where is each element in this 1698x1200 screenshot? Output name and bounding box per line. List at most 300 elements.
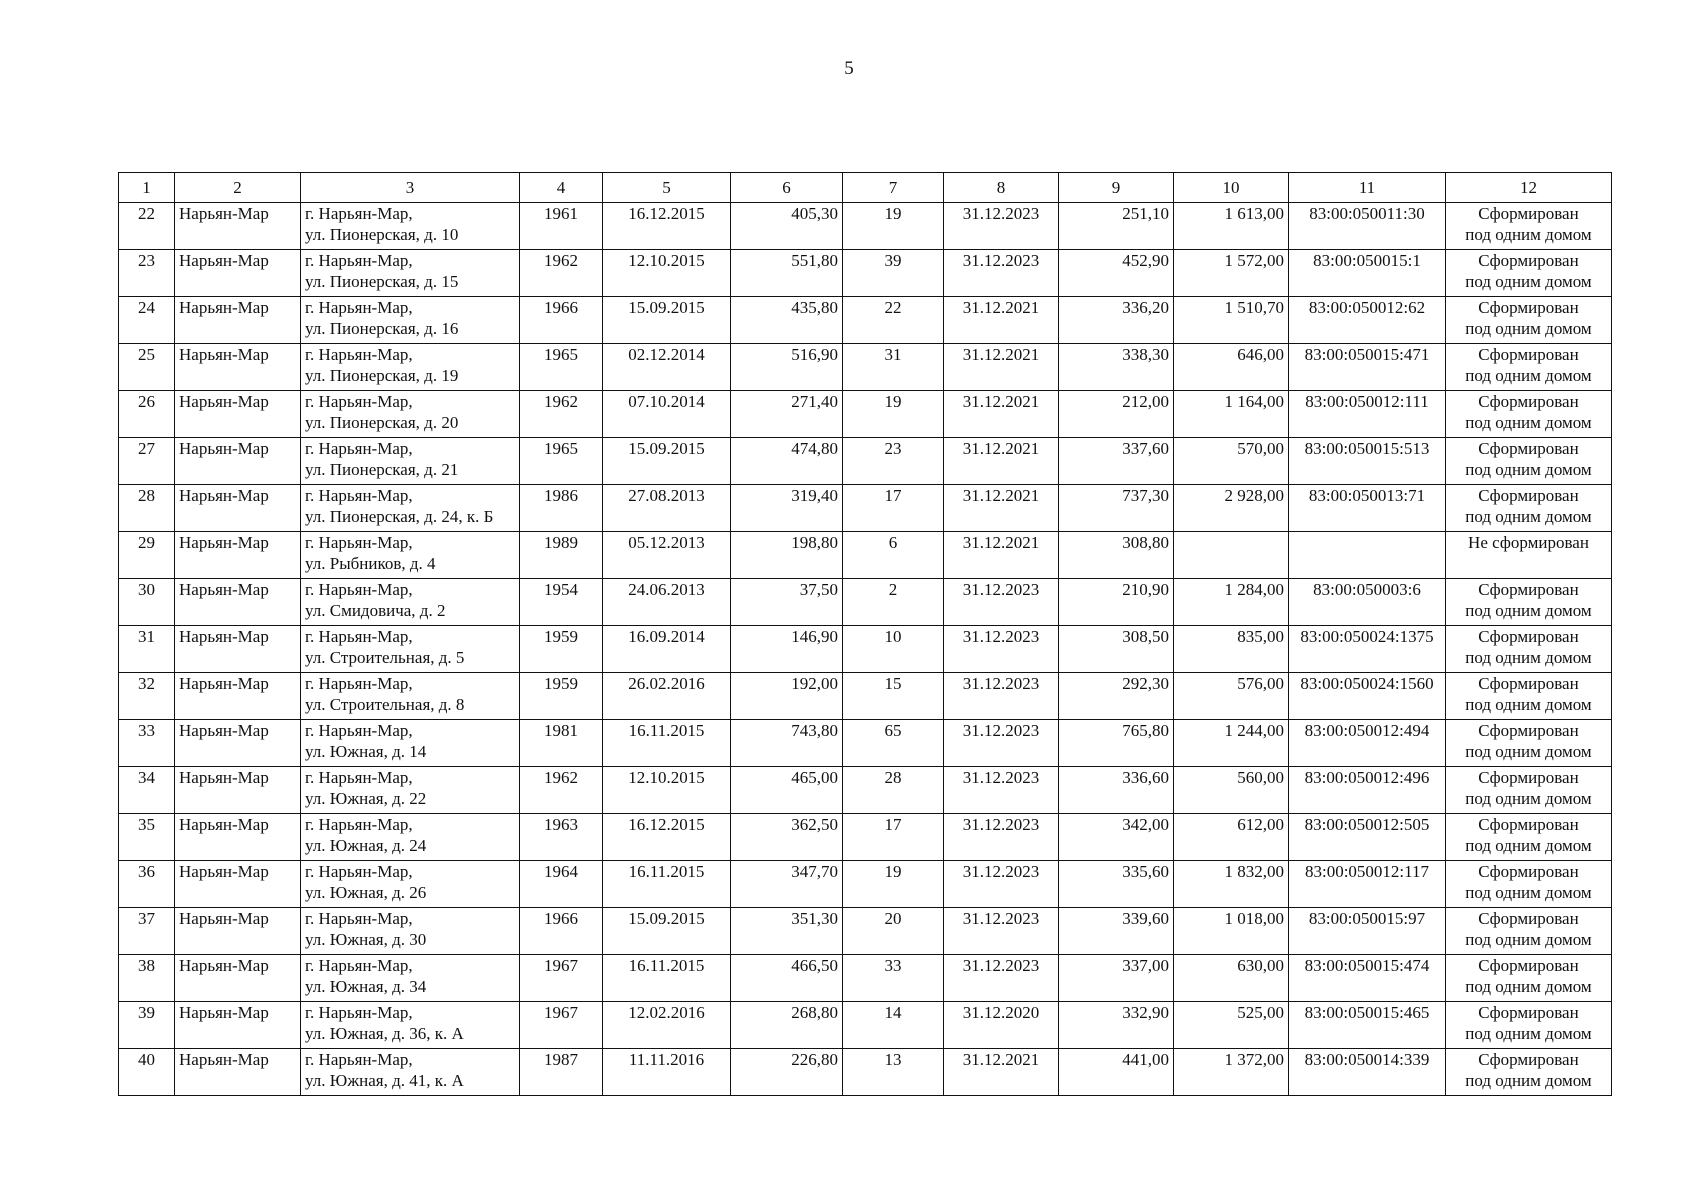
plot-area-cell: 576,00 [1174,673,1289,720]
table-header-row [119,173,1612,203]
residents-count-cell: 39 [843,250,944,297]
column-header: 12 [1446,173,1612,203]
address-street-line: ул. Пионерская, д. 24, к. Б [305,507,494,526]
address-street-line: ул. Южная, д. 14 [305,742,427,761]
address-cell [301,814,520,861]
plot-status-line-2: под одним домом [1465,1071,1592,1090]
residential-area-cell: 347,70 [731,861,843,908]
municipality-cell: Нарьян-Мар [175,673,301,720]
municipality-cell: Нарьян-Мар [175,908,301,955]
plot-status-cell [1446,532,1612,579]
plot-area-cell: 525,00 [1174,1002,1289,1049]
table-row [119,344,1612,391]
table-row [119,485,1612,532]
resettlement-deadline-cell: 31.12.2023 [944,767,1059,814]
table-row [119,767,1612,814]
municipality-cell: Нарьян-Мар [175,391,301,438]
column-header: 2 [175,173,301,203]
row-number-cell: 28 [119,485,175,532]
table-row [119,814,1612,861]
plot-area-cell: 646,00 [1174,344,1289,391]
plot-status-cell [1446,438,1612,485]
recognition-date-cell: 15.09.2015 [603,297,731,344]
plot-area-cell: 2 928,00 [1174,485,1289,532]
land-area-cell: 765,80 [1059,720,1174,767]
residents-count-cell: 28 [843,767,944,814]
recognition-date-cell: 24.06.2013 [603,579,731,626]
residential-area-cell: 37,50 [731,579,843,626]
plot-status-line-2: под одним домом [1465,930,1592,949]
residential-area-cell: 435,80 [731,297,843,344]
residents-count-cell: 19 [843,861,944,908]
cadastral-number-cell: 83:00:050012:62 [1289,297,1446,344]
plot-status-line-1: Сформирован [1478,486,1579,505]
column-header: 10 [1174,173,1289,203]
plot-status-line-2: под одним домом [1465,601,1592,620]
build-year-cell: 1954 [520,579,603,626]
table-row [119,626,1612,673]
address-city-line: г. Нарьян-Мар, [305,251,413,270]
plot-status-line-1: Сформирован [1478,909,1579,928]
plot-status-line-2: под одним домом [1465,977,1592,996]
municipality-cell: Нарьян-Мар [175,579,301,626]
recognition-date-cell: 12.10.2015 [603,767,731,814]
row-number-cell: 34 [119,767,175,814]
municipality-cell: Нарьян-Мар [175,485,301,532]
plot-area-cell: 1 284,00 [1174,579,1289,626]
address-street-line: ул. Пионерская, д. 19 [305,366,459,385]
residents-count-cell: 13 [843,1049,944,1096]
row-number-cell: 36 [119,861,175,908]
resettlement-deadline-cell: 31.12.2021 [944,391,1059,438]
build-year-cell: 1961 [520,203,603,250]
housing-registry-table [118,172,1612,1096]
land-area-cell: 337,60 [1059,438,1174,485]
table-row [119,720,1612,767]
address-cell [301,908,520,955]
resettlement-deadline-cell: 31.12.2023 [944,203,1059,250]
recognition-date-cell: 12.02.2016 [603,1002,731,1049]
resettlement-deadline-cell: 31.12.2023 [944,720,1059,767]
recognition-date-cell: 11.11.2016 [603,1049,731,1096]
plot-status-line-2: под одним домом [1465,648,1592,667]
cadastral-number-cell: 83:00:050015:513 [1289,438,1446,485]
residential-area-cell: 226,80 [731,1049,843,1096]
address-cell [301,297,520,344]
plot-status-line-2: под одним домом [1465,789,1592,808]
build-year-cell: 1964 [520,861,603,908]
row-number-cell: 22 [119,203,175,250]
recognition-date-cell: 16.09.2014 [603,626,731,673]
cadastral-number-cell: 83:00:050012:496 [1289,767,1446,814]
residents-count-cell: 33 [843,955,944,1002]
recognition-date-cell: 27.08.2013 [603,485,731,532]
plot-status-line-1: Сформирован [1478,768,1579,787]
municipality-cell: Нарьян-Мар [175,532,301,579]
municipality-cell: Нарьян-Мар [175,720,301,767]
row-number-cell: 31 [119,626,175,673]
table-row [119,673,1612,720]
build-year-cell: 1965 [520,344,603,391]
address-street-line: ул. Южная, д. 34 [305,977,427,996]
plot-status-cell [1446,391,1612,438]
land-area-cell: 336,20 [1059,297,1174,344]
row-number-cell: 26 [119,391,175,438]
cadastral-number-cell: 83:00:050012:117 [1289,861,1446,908]
plot-status-line-2: под одним домом [1465,225,1592,244]
residents-count-cell: 2 [843,579,944,626]
build-year-cell: 1987 [520,1049,603,1096]
cadastral-number-cell: 83:00:050012:505 [1289,814,1446,861]
row-number-cell: 25 [119,344,175,391]
recognition-date-cell: 15.09.2015 [603,438,731,485]
build-year-cell: 1963 [520,814,603,861]
plot-status-line-1: Сформирован [1478,392,1579,411]
build-year-cell: 1965 [520,438,603,485]
plot-status-cell [1446,579,1612,626]
resettlement-deadline-cell: 31.12.2023 [944,814,1059,861]
column-header: 6 [731,173,843,203]
residents-count-cell: 19 [843,203,944,250]
resettlement-deadline-cell: 31.12.2021 [944,438,1059,485]
build-year-cell: 1959 [520,673,603,720]
residents-count-cell: 22 [843,297,944,344]
residents-count-cell: 6 [843,532,944,579]
land-area-cell: 332,90 [1059,1002,1174,1049]
address-city-line: г. Нарьян-Мар, [305,580,413,599]
plot-status-line-2: под одним домом [1465,836,1592,855]
table-row [119,250,1612,297]
cadastral-number-cell: 83:00:050015:474 [1289,955,1446,1002]
address-cell [301,955,520,1002]
residential-area-cell: 405,30 [731,203,843,250]
land-area-cell: 342,00 [1059,814,1174,861]
plot-status-cell [1446,626,1612,673]
column-header: 9 [1059,173,1174,203]
land-area-cell: 452,90 [1059,250,1174,297]
column-header: 7 [843,173,944,203]
cadastral-number-cell: 83:00:050011:30 [1289,203,1446,250]
municipality-cell: Нарьян-Мар [175,626,301,673]
land-area-cell: 339,60 [1059,908,1174,955]
land-area-cell: 308,50 [1059,626,1174,673]
column-header: 5 [603,173,731,203]
table-row [119,955,1612,1002]
address-city-line: г. Нарьян-Мар, [305,345,413,364]
plot-status-cell [1446,955,1612,1002]
municipality-cell: Нарьян-Мар [175,344,301,391]
address-city-line: г. Нарьян-Мар, [305,439,413,458]
address-city-line: г. Нарьян-Мар, [305,204,413,223]
address-street-line: ул. Южная, д. 36, к. А [305,1024,464,1043]
plot-status-cell [1446,485,1612,532]
cadastral-number-cell: 83:00:050015:1 [1289,250,1446,297]
plot-status-cell [1446,250,1612,297]
plot-status-line-1: Сформирован [1478,439,1579,458]
resettlement-deadline-cell: 31.12.2023 [944,861,1059,908]
municipality-cell: Нарьян-Мар [175,814,301,861]
land-area-cell: 335,60 [1059,861,1174,908]
municipality-cell: Нарьян-Мар [175,297,301,344]
residential-area-cell: 474,80 [731,438,843,485]
row-number-cell: 24 [119,297,175,344]
address-cell [301,720,520,767]
plot-status-line-2: под одним домом [1465,366,1592,385]
column-header: 1 [119,173,175,203]
plot-status-line-1: Сформирован [1478,627,1579,646]
recognition-date-cell: 16.11.2015 [603,720,731,767]
plot-status-line-2: под одним домом [1465,742,1592,761]
address-street-line: ул. Южная, д. 30 [305,930,427,949]
row-number-cell: 23 [119,250,175,297]
land-area-cell: 337,00 [1059,955,1174,1002]
residential-area-cell: 271,40 [731,391,843,438]
residential-area-cell: 268,80 [731,1002,843,1049]
resettlement-deadline-cell: 31.12.2021 [944,532,1059,579]
plot-status-line-1: Сформирован [1478,956,1579,975]
cadastral-number-cell: 83:00:050003:6 [1289,579,1446,626]
page-number: 5 [844,58,854,79]
column-header: 8 [944,173,1059,203]
residents-count-cell: 19 [843,391,944,438]
residents-count-cell: 10 [843,626,944,673]
land-area-cell: 292,30 [1059,673,1174,720]
plot-status-cell [1446,673,1612,720]
plot-status-cell [1446,767,1612,814]
address-city-line: г. Нарьян-Мар, [305,392,413,411]
residents-count-cell: 17 [843,814,944,861]
plot-status-line-1: Сформирован [1478,1050,1579,1069]
address-city-line: г. Нарьян-Мар, [305,1003,413,1022]
address-cell [301,626,520,673]
residential-area-cell: 551,80 [731,250,843,297]
row-number-cell: 33 [119,720,175,767]
cadastral-number-cell: 83:00:050012:494 [1289,720,1446,767]
table-row [119,861,1612,908]
address-street-line: ул. Строительная, д. 5 [305,648,465,667]
residential-area-cell: 192,00 [731,673,843,720]
land-area-cell: 441,00 [1059,1049,1174,1096]
residential-area-cell: 146,90 [731,626,843,673]
plot-status-line-1: Сформирован [1478,674,1579,693]
address-street-line: ул. Южная, д. 24 [305,836,427,855]
plot-status-line-1: Сформирован [1478,204,1579,223]
table-row [119,532,1612,579]
address-city-line: г. Нарьян-Мар, [305,486,413,505]
address-city-line: г. Нарьян-Мар, [305,768,413,787]
plot-status-cell [1446,908,1612,955]
plot-area-cell: 1 164,00 [1174,391,1289,438]
plot-status-line-1: Сформирован [1478,1003,1579,1022]
plot-status-line-2: под одним домом [1465,695,1592,714]
resettlement-deadline-cell: 31.12.2023 [944,626,1059,673]
plot-status-line-1: Сформирован [1478,345,1579,364]
cadastral-number-cell: 83:00:050014:339 [1289,1049,1446,1096]
row-number-cell: 30 [119,579,175,626]
address-street-line: ул. Пионерская, д. 21 [305,460,459,479]
address-cell [301,673,520,720]
residential-area-cell: 319,40 [731,485,843,532]
resettlement-deadline-cell: 31.12.2021 [944,1049,1059,1096]
table-row [119,1002,1612,1049]
plot-area-cell: 1 018,00 [1174,908,1289,955]
residents-count-cell: 15 [843,673,944,720]
address-cell [301,438,520,485]
municipality-cell: Нарьян-Мар [175,1049,301,1096]
recognition-date-cell: 07.10.2014 [603,391,731,438]
residents-count-cell: 65 [843,720,944,767]
land-area-cell: 308,80 [1059,532,1174,579]
cadastral-number-cell: 83:00:050015:465 [1289,1002,1446,1049]
address-street-line: ул. Рыбников, д. 4 [305,554,436,573]
build-year-cell: 1967 [520,955,603,1002]
build-year-cell: 1981 [520,720,603,767]
address-street-line: ул. Строительная, д. 8 [305,695,465,714]
residents-count-cell: 20 [843,908,944,955]
municipality-cell: Нарьян-Мар [175,767,301,814]
cadastral-number-cell: 83:00:050015:471 [1289,344,1446,391]
residential-area-cell: 516,90 [731,344,843,391]
resettlement-deadline-cell: 31.12.2023 [944,673,1059,720]
municipality-cell: Нарьян-Мар [175,250,301,297]
plot-status-cell [1446,297,1612,344]
address-cell [301,391,520,438]
address-city-line: г. Нарьян-Мар, [305,815,413,834]
column-header: 11 [1289,173,1446,203]
table-row [119,1049,1612,1096]
address-cell [301,250,520,297]
table-row [119,297,1612,344]
recognition-date-cell: 16.11.2015 [603,955,731,1002]
build-year-cell: 1986 [520,485,603,532]
build-year-cell: 1962 [520,767,603,814]
address-city-line: г. Нарьян-Мар, [305,1050,413,1069]
address-city-line: г. Нарьян-Мар, [305,909,413,928]
cadastral-number-cell: 83:00:050024:1375 [1289,626,1446,673]
resettlement-deadline-cell: 31.12.2021 [944,297,1059,344]
address-street-line: ул. Пионерская, д. 16 [305,319,459,338]
recognition-date-cell: 12.10.2015 [603,250,731,297]
residential-area-cell: 198,80 [731,532,843,579]
land-area-cell: 338,30 [1059,344,1174,391]
address-city-line: г. Нарьян-Мар, [305,674,413,693]
plot-area-cell [1174,532,1289,579]
land-area-cell: 212,00 [1059,391,1174,438]
land-area-cell: 737,30 [1059,485,1174,532]
land-area-cell: 336,60 [1059,767,1174,814]
recognition-date-cell: 02.12.2014 [603,344,731,391]
address-city-line: г. Нарьян-Мар, [305,533,413,552]
plot-area-cell: 1 832,00 [1174,861,1289,908]
table-row [119,908,1612,955]
residential-area-cell: 351,30 [731,908,843,955]
plot-status-line-2: под одним домом [1465,883,1592,902]
build-year-cell: 1959 [520,626,603,673]
row-number-cell: 29 [119,532,175,579]
resettlement-deadline-cell: 31.12.2021 [944,344,1059,391]
address-cell [301,203,520,250]
build-year-cell: 1962 [520,250,603,297]
build-year-cell: 1966 [520,297,603,344]
municipality-cell: Нарьян-Мар [175,203,301,250]
plot-status-line-1: Не сформирован [1468,533,1589,552]
address-cell [301,532,520,579]
land-area-cell: 251,10 [1059,203,1174,250]
resettlement-deadline-cell: 31.12.2020 [944,1002,1059,1049]
address-city-line: г. Нарьян-Мар, [305,721,413,740]
residential-area-cell: 466,50 [731,955,843,1002]
plot-area-cell: 560,00 [1174,767,1289,814]
plot-area-cell: 1 372,00 [1174,1049,1289,1096]
address-city-line: г. Нарьян-Мар, [305,298,413,317]
cadastral-number-cell: 83:00:050013:71 [1289,485,1446,532]
plot-status-cell [1446,861,1612,908]
plot-status-line-2: под одним домом [1465,272,1592,291]
row-number-cell: 37 [119,908,175,955]
plot-area-cell: 1 613,00 [1174,203,1289,250]
address-cell [301,485,520,532]
resettlement-deadline-cell: 31.12.2023 [944,250,1059,297]
cadastral-number-cell: 83:00:050024:1560 [1289,673,1446,720]
address-street-line: ул. Пионерская, д. 20 [305,413,459,432]
build-year-cell: 1989 [520,532,603,579]
row-number-cell: 38 [119,955,175,1002]
address-city-line: г. Нарьян-Мар, [305,627,413,646]
plot-status-line-2: под одним домом [1465,1024,1592,1043]
address-cell [301,579,520,626]
plot-status-line-1: Сформирован [1478,815,1579,834]
address-cell [301,344,520,391]
residents-count-cell: 17 [843,485,944,532]
municipality-cell: Нарьян-Мар [175,1002,301,1049]
residents-count-cell: 23 [843,438,944,485]
recognition-date-cell: 16.12.2015 [603,814,731,861]
plot-status-line-1: Сформирован [1478,862,1579,881]
table-row [119,579,1612,626]
municipality-cell: Нарьян-Мар [175,955,301,1002]
address-street-line: ул. Южная, д. 41, к. А [305,1071,464,1090]
build-year-cell: 1966 [520,908,603,955]
row-number-cell: 32 [119,673,175,720]
address-cell [301,767,520,814]
land-area-cell: 210,90 [1059,579,1174,626]
plot-area-cell: 1 572,00 [1174,250,1289,297]
residential-area-cell: 743,80 [731,720,843,767]
address-city-line: г. Нарьян-Мар, [305,862,413,881]
plot-area-cell: 1 244,00 [1174,720,1289,767]
address-city-line: г. Нарьян-Мар, [305,956,413,975]
resettlement-deadline-cell: 31.12.2023 [944,908,1059,955]
cadastral-number-cell [1289,532,1446,579]
row-number-cell: 40 [119,1049,175,1096]
municipality-cell: Нарьян-Мар [175,861,301,908]
plot-status-line-2: под одним домом [1465,507,1592,526]
plot-area-cell: 630,00 [1174,955,1289,1002]
build-year-cell: 1962 [520,391,603,438]
resettlement-deadline-cell: 31.12.2021 [944,485,1059,532]
row-number-cell: 27 [119,438,175,485]
plot-area-cell: 1 510,70 [1174,297,1289,344]
plot-status-line-2: под одним домом [1465,460,1592,479]
table-row [119,203,1612,250]
plot-status-line-1: Сформирован [1478,251,1579,270]
resettlement-deadline-cell: 31.12.2023 [944,579,1059,626]
plot-status-cell [1446,203,1612,250]
plot-area-cell: 612,00 [1174,814,1289,861]
address-street-line: ул. Пионерская, д. 15 [305,272,459,291]
plot-status-line-1: Сформирован [1478,298,1579,317]
municipality-cell: Нарьян-Мар [175,438,301,485]
